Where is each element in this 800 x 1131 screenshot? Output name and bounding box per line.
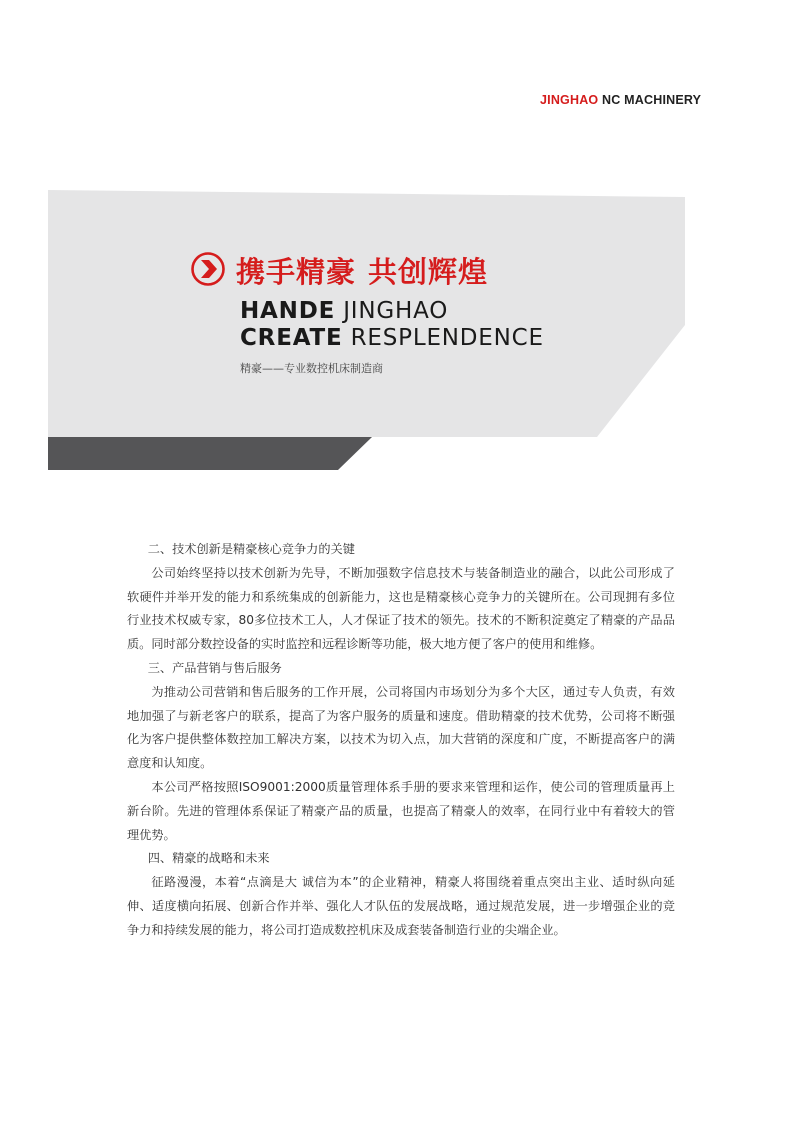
paragraph-marketing: 为推动公司营销和售后服务的工作开展，公司将国内市场划分为多个大区，通过专人负责，有效地加强了与新老客户的联系，提高了为客户服务的质量和速度。借助精豪的技术优势，公司将不断强化为客户提供整体数控加工解决方案，以技术为切入点，加大营销的深度和广度，不断提高客户的满意度和认知度。 <box>127 684 675 771</box>
brand-header <box>540 93 720 107</box>
brand-name-rest: NC MACHINERY <box>598 93 702 107</box>
paragraph-tech: 公司始终坚持以技术创新为先导，不断加强数字信息技术与装备制造业的融合，以此公司形成了软硬件并举开发的能力和系统集成的创新能力，这也是精豪核心竞争力的关键所在。公司现拥有多位行业技术权威专家，80多位技术工人，人才保证了技术的领先。技术的不断积淀奠定了精豪的产品品质。同时部分数控设备的实时监控和远程诊断等功能，极大地方便了客户的使用和维修。 <box>127 565 675 652</box>
banner-tagline: 精豪——专业数控机床制造商 <box>240 362 383 375</box>
paragraph-quality: 本公司严格按照ISO9001:2000质量管理体系手册的要求来管理和运作，使公司的管理质量再上新台阶。先进的管理体系保证了精豪产品的质量，也提高了精豪人的效率，在同行业中有着较大的管理优势。 <box>127 779 675 842</box>
section-heading-tech: 二、技术创新是精豪核心竞争力的关键 <box>147 542 355 556</box>
section-heading-strategy: 四、精豪的战略和未来 <box>147 851 270 866</box>
hero-en-line1-bold: HANDE <box>240 298 336 324</box>
banner-dark-band <box>48 437 372 470</box>
brand-name-accent: JINGHAO <box>540 93 599 107</box>
body-content <box>127 538 675 943</box>
paragraph-strategy: 征路漫漫，本着“点滴是大 诚信为本”的企业精神，精豪人将围绕着重点突出主业、适时纵向延伸、适度横向拓展、创新合作并举、强化人才队伍的发展战略，通过规范发展，进一步增强企业的竞争力和持续发展的能力，将公司打造成数控机床及成套装备制造行业的尖端企业。 <box>127 875 675 937</box>
hero-title-part2: 共创辉煌 <box>368 255 489 289</box>
hero-en-line2-thin: RESPLENDENCE <box>342 325 544 351</box>
hero-title-en-line1 <box>240 298 448 324</box>
hero-title-en-line2 <box>240 325 544 351</box>
hero-en-line2-bold: CREATE <box>240 325 343 351</box>
hero-title-part1: 携手精豪 <box>236 255 357 289</box>
hero-en-line1-thin: JINGHAO <box>335 298 449 324</box>
section-heading-marketing: 三、产品营销与售后服务 <box>147 660 282 675</box>
chevron-right-circle-icon <box>190 251 226 287</box>
hero-title-cn <box>236 250 488 291</box>
